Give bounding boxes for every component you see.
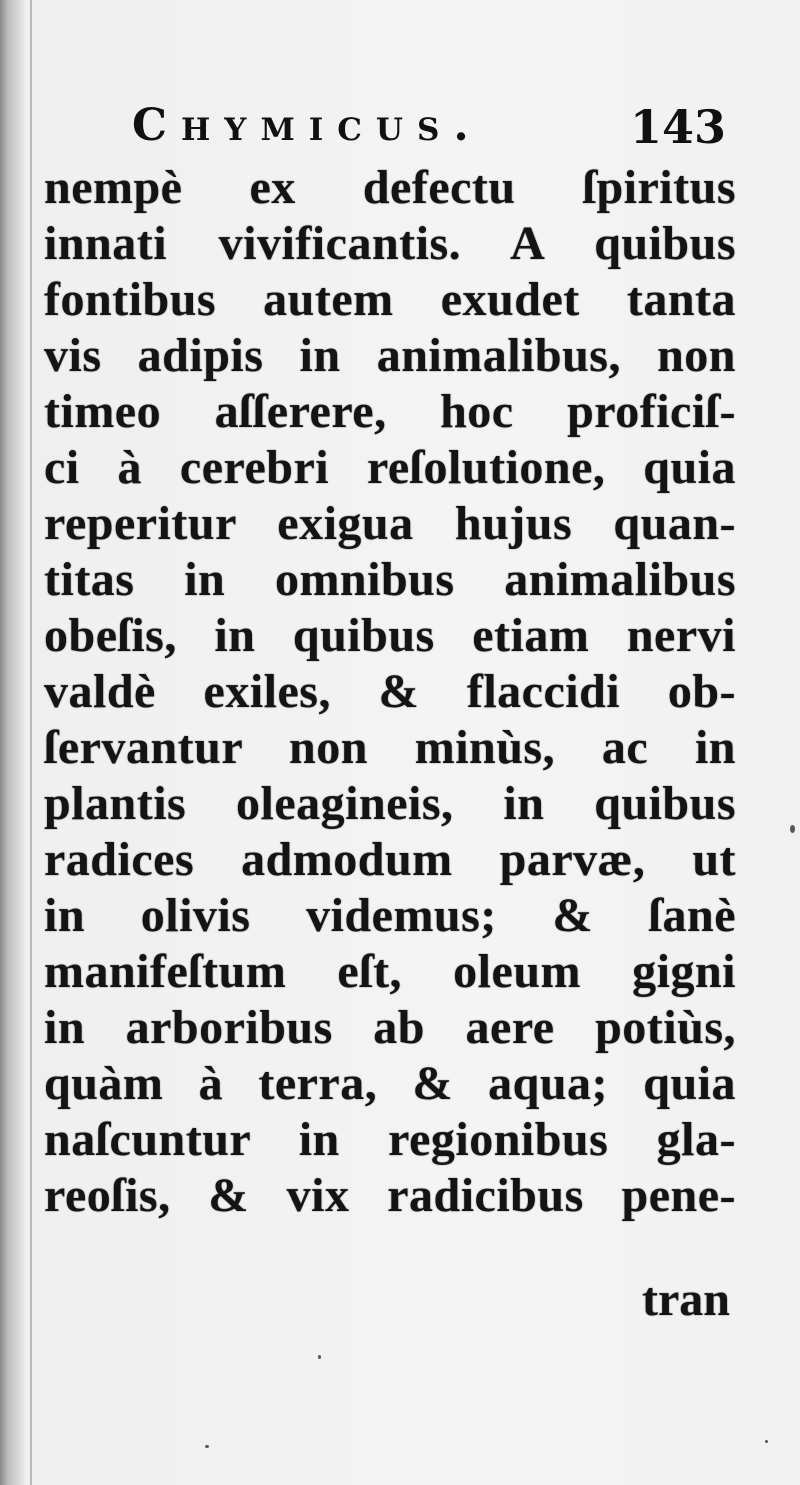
- ink-speck: [765, 1440, 768, 1443]
- text-line: valdè exiles, & flaccidi ob-: [44, 665, 736, 718]
- ink-speck: [790, 825, 795, 833]
- text-line: naſcuntur in regionibus gla-: [44, 1113, 736, 1166]
- running-head: [44, 100, 744, 160]
- text-line: radices admodum parvæ, ut: [44, 833, 736, 886]
- ink-speck: [205, 1445, 209, 1448]
- text-line: reperitur exigua hujus quan-: [44, 497, 736, 550]
- text-line: in olivis videmus; & ſanè: [44, 889, 736, 942]
- text-line: ſervantur non minùs, ac in: [44, 721, 736, 774]
- running-head-title: Chymicus.: [132, 100, 483, 151]
- text-line: innati vivificantis. A quibus: [44, 217, 736, 270]
- catchword: tran: [642, 1273, 730, 1326]
- text-line: reoſis, & vix radicibus pene-: [44, 1169, 736, 1222]
- gutter-shadow: [0, 0, 26, 1485]
- text-line: nempè ex defectu ſpiritus: [44, 161, 736, 214]
- text-line: quàm à terra, & aqua; quia: [44, 1057, 736, 1110]
- text-line: fontibus autem exudet tanta: [44, 273, 736, 326]
- text-line: obeſis, in quibus etiam nervi: [44, 609, 736, 662]
- gutter-line: [30, 0, 32, 1485]
- text-block: [44, 160, 736, 1224]
- text-line: plantis oleagineis, in quibus: [44, 777, 736, 830]
- ink-speck: [318, 1355, 321, 1359]
- page-number: 143: [629, 100, 726, 154]
- text-line: manifeſtum eſt, oleum gigni: [44, 945, 736, 998]
- text-line: titas in omnibus animalibus: [44, 553, 736, 606]
- text-line: ci à cerebri reſolutione, quia: [44, 441, 736, 494]
- text-line: timeo aſſerere, hoc proficiſ-: [44, 385, 736, 438]
- text-line: in arboribus ab aere potiùs,: [44, 1001, 736, 1054]
- text-line: vis adipis in animalibus, non: [44, 329, 736, 382]
